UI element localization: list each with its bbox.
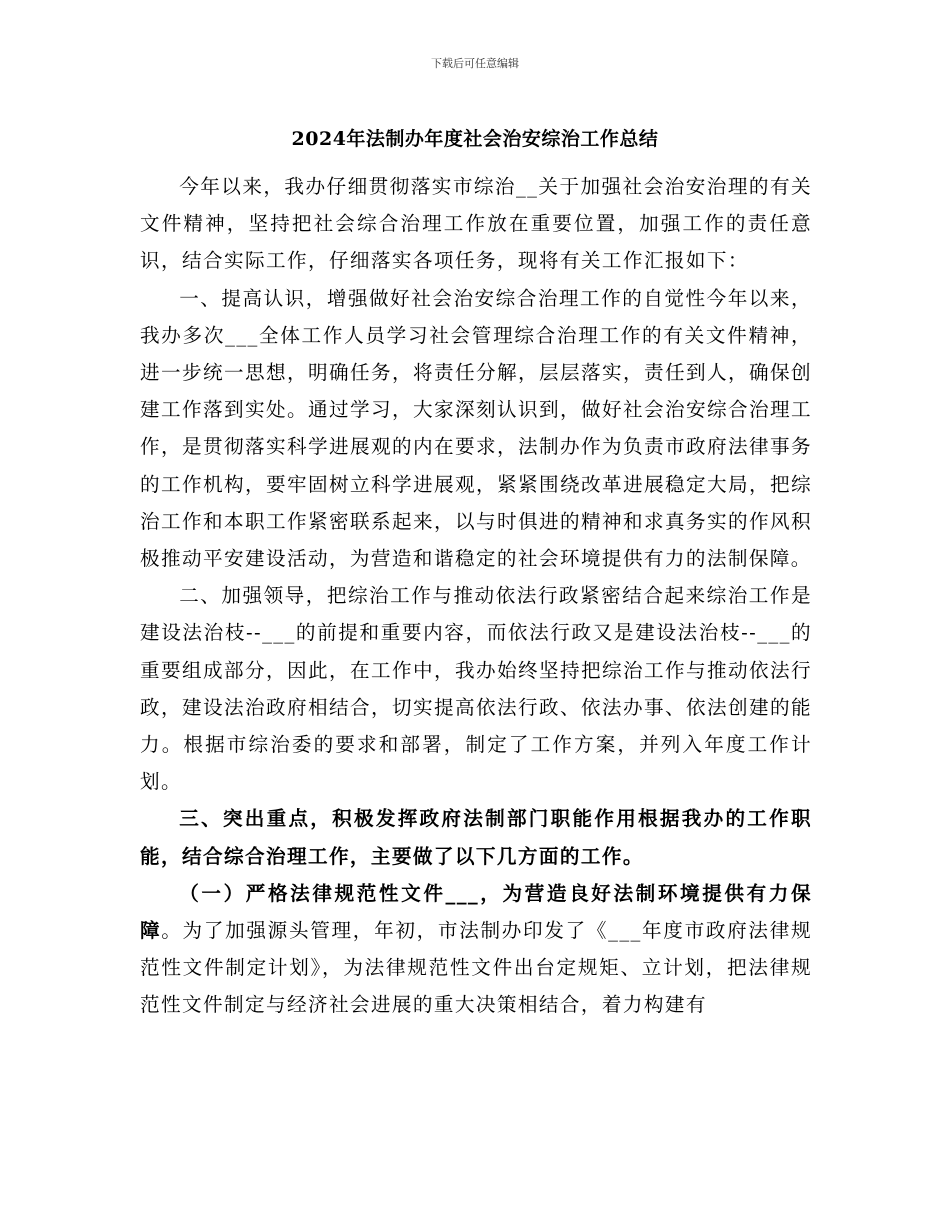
document-title: 2024年法制办年度社会治安综治工作总结 [291, 128, 659, 150]
paragraph-section-3: 三、突出重点，积极发挥政府法制部门职能作用根据我办的工作职能，结合综合治理工作，主要做了以下几方面的工作。 [140, 807, 812, 868]
subsection-1-text: 。为了加强源头管理，年初，市法制办印发了《___年度市政府法律规范性文件制定计划》，为法律规范性文件出台定规矩、立计划，把法律规范性文件制定与经济社会进展的重大决策相结合，着力构建有 [140, 919, 812, 1017]
paragraph-intro: 今年以来，我办仔细贯彻落实市综治__关于加强社会治安治理的有关文件精神，坚持把社会综合治理工作放在重要位置，加强工作的责任意识，结合实际工作，仔细落实各项任务，现将有关工作汇报如下： [140, 175, 812, 273]
paragraph-section-1: 一、提高认识，增强做好社会治安综合治理工作的自觉性今年以来，我办多次___全体工作人员学习社会管理综合治理工作的有关文件精神，进一步统一思想，明确任务，将责任分解，层层落实，责任到人，确保创建工作落到实处。通过学习，大家深刻认识到，做好社会治安综合治理工作，是贯彻落实科学进展观的内在要求，法制办作为负责市政府法律事务的工作机构，要牢固树立科学进展观，紧紧围绕改革进展稳定大局，把综治工作和本职工作紧密联系起来，以与时俱进的精神和求真务实的作风积极推动平安建设活动，为营造和谐稳定的社会环境提供有力的法制保障。 [140, 286, 812, 571]
document-body [140, 168, 812, 1024]
paragraph-subsection-1 [140, 875, 812, 1024]
subsection-1-heading: （一）严格法律规范性文件___，为营造良好法制环境提供有力保障 [140, 881, 812, 943]
header-note: 下载后可任意编辑 [431, 57, 519, 70]
paragraph-section-2: 二、加强领导，把综治工作与推动依法行政紧密结合起来综治工作是建设法治枝--___的前提和重要内容，而依法行政又是建设法治枝--___的重要组成部分，因此，在工作中，我办始终坚持把综治工作与推动依法行政，建设法治政府相结合，切实提高依法行政、依法办事、依法创建的能力。根据市综治委的要求和部署，制定了工作方案，并列入年度工作计划。 [140, 584, 812, 794]
